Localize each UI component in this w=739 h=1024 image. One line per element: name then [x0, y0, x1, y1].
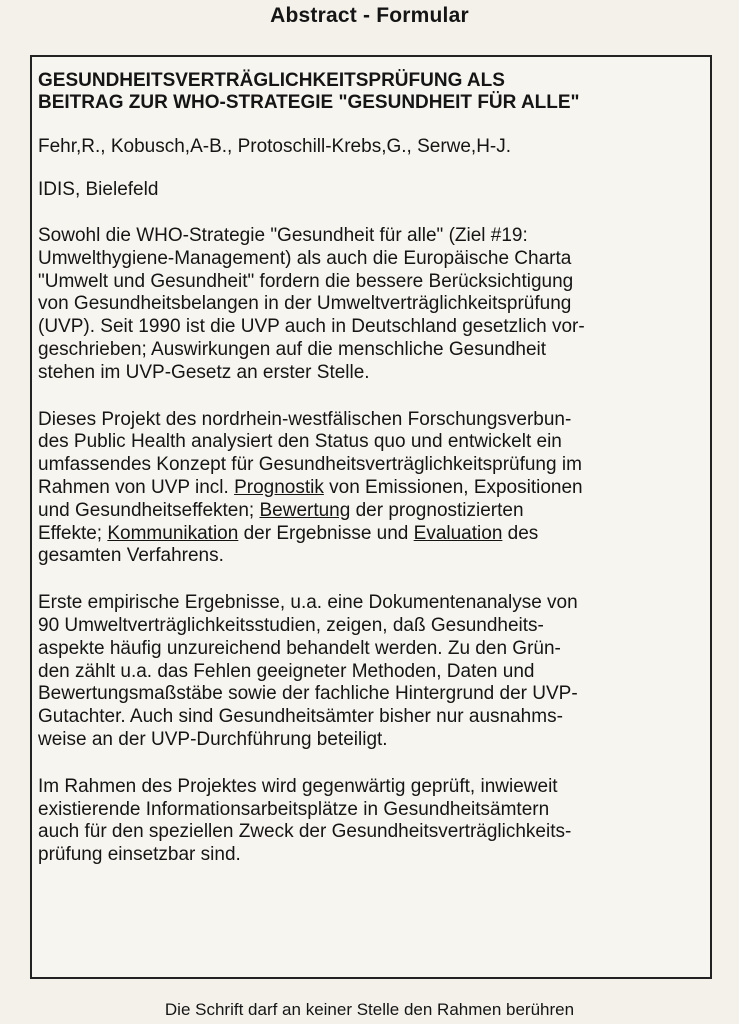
footer-instruction: Die Schrift darf an keiner Stelle den Rahmen berühren: [164, 1000, 575, 1019]
text-line: geschrieben; Auswirkungen auf die menschliche Gesundheit: [38, 338, 547, 360]
term-prognostik: Prognostik: [234, 476, 324, 498]
paragraph-introduction: [38, 225, 710, 385]
text-segment: von Emissionen, Expositionen: [323, 476, 583, 498]
text-line: Dieses Projekt des nordrhein-westfälischen Forschungsverbun-: [38, 408, 572, 430]
text-line: aspekte häufig unzureichend behandelt werden. Zu den Grün-: [38, 637, 561, 659]
text-line: [38, 500, 710, 523]
text-line: [38, 523, 710, 546]
text-line: Gutachter. Auch sind Gesundheitsämter bisher nur ausnahms-: [38, 706, 563, 728]
text-line: prüfung einsetzbar sind.: [38, 844, 241, 866]
text-line: stehen im UVP-Gesetz an erster Stelle.: [38, 361, 370, 383]
text-segment: Rahmen von UVP incl.: [38, 476, 235, 498]
text-segment: der prognostizierten: [350, 499, 524, 521]
text-line: auch für den speziellen Zweck der Gesundheitsverträglichkeits-: [38, 821, 572, 843]
text-line: Bewertungsmaßstäbe sowie der fachliche Hintergrund der UVP-: [38, 683, 578, 705]
term-bewertung: Bewertung: [259, 499, 351, 521]
text-segment: und Gesundheitseffekten;: [38, 499, 260, 521]
paragraph-results: [38, 592, 710, 752]
text-line: von Gesundheitsbelangen in der Umweltverträglichkeitsprüfung: [38, 293, 572, 315]
abstract-title-line: BEITRAG ZUR WHO-STRATEGIE "GESUNDHEIT FÜR ALLE": [38, 92, 580, 113]
text-line: (UVP). Seit 1990 ist die UVP auch in Deutschland gesetzlich vor-: [38, 316, 585, 338]
abstract-title: [38, 70, 710, 114]
text-line: des Public Health analysiert den Status quo und entwickelt ein: [38, 431, 562, 453]
text-line: 90 Umweltverträglichkeitsstudien, zeigen, daß Gesundheits-: [38, 614, 544, 636]
paragraph-project: [38, 409, 710, 569]
paragraph-outlook: [38, 776, 710, 867]
text-line: Im Rahmen des Projektes wird gegenwärtig geprüft, inwieweit: [38, 775, 558, 797]
text-segment: der Ergebnisse und: [238, 522, 414, 544]
affiliation: IDIS, Bielefeld: [38, 179, 159, 200]
text-line: umfassendes Konzept für Gesundheitsverträglichkeitsprüfung im: [38, 454, 582, 476]
text-line: "Umwelt und Gesundheit" fordern die bessere Berücksichtigung: [38, 270, 574, 292]
text-line: existierende Informationsarbeitsplätze in Gesundheitsämtern: [38, 798, 550, 820]
abstract-title-line: GESUNDHEITSVERTRÄGLICHKEITSPRÜFUNG ALS: [38, 70, 505, 91]
text-segment: des: [502, 522, 539, 544]
term-kommunikation: Kommunikation: [107, 522, 239, 544]
text-line: den zählt u.a. das Fehlen geeigneter Methoden, Daten und: [38, 660, 535, 682]
text-line: Erste empirische Ergebnisse, u.a. eine Dokumentenanalyse von: [38, 592, 578, 614]
form-title: Abstract - Formular: [270, 4, 469, 27]
term-evaluation: Evaluation: [413, 522, 503, 544]
text-segment: Effekte;: [38, 522, 108, 544]
text-line: weise an der UVP-Durchführung beteiligt.: [38, 728, 388, 750]
text-line: [38, 477, 710, 500]
text-line: Sowohl die WHO-Strategie "Gesundheit für alle" (Ziel #19:: [38, 225, 528, 246]
text-line: gesamten Verfahrens.: [38, 545, 224, 567]
text-line: Umwelthygiene-Management) als auch die Europäische Charta: [38, 247, 572, 269]
abstract-content: [38, 70, 710, 867]
authors: Fehr,R., Kobusch,A-B., Protoschill-Krebs,G., Serwe,H-J.: [38, 136, 512, 157]
